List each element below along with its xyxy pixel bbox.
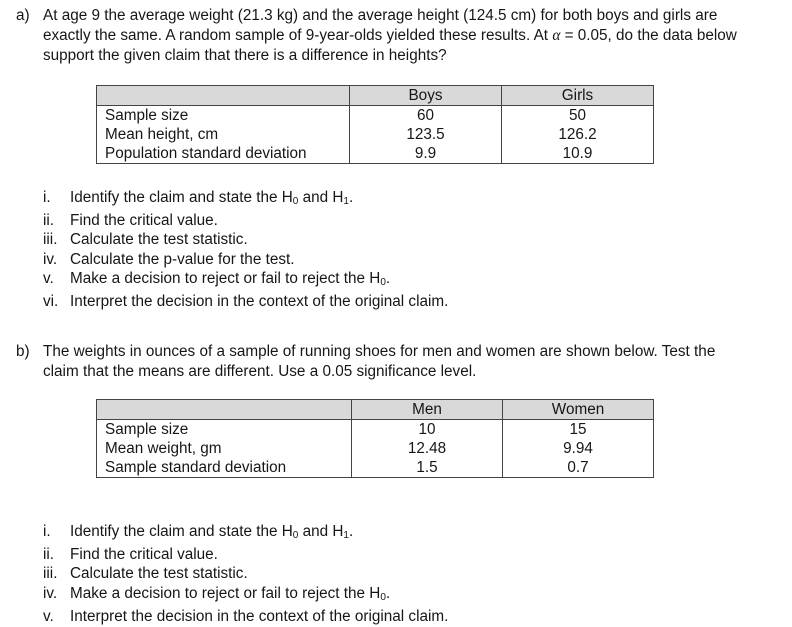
cell-value: 123.5 xyxy=(350,125,502,144)
subscript: 0 xyxy=(380,591,386,603)
row-label: Mean height, cm xyxy=(97,125,350,144)
item-text: . xyxy=(348,189,354,206)
list-item xyxy=(0,250,448,269)
subscript: 0 xyxy=(380,276,386,288)
cell-value: 126.2 xyxy=(502,125,654,144)
item-number: v. xyxy=(43,269,54,287)
item-number: iv. xyxy=(43,250,58,268)
cell-value: 15 xyxy=(503,420,654,440)
item-text: Interpret the decision in the context of the original claim. xyxy=(70,607,449,625)
item-text: Make a decision to reject or fail to reject the H xyxy=(70,269,381,287)
cell-value: 10 xyxy=(352,420,503,440)
list-item xyxy=(0,269,448,292)
item-text: and H xyxy=(298,523,344,540)
row-label: Sample size xyxy=(97,106,350,126)
list-item xyxy=(0,211,448,230)
problem-a-table xyxy=(96,85,654,164)
table-header-row xyxy=(97,86,654,106)
item-text: Find the critical value. xyxy=(70,546,218,564)
row-label: Mean weight, gm xyxy=(97,439,352,458)
table-row xyxy=(97,125,654,144)
list-item xyxy=(0,188,448,211)
alpha-symbol: α xyxy=(552,27,561,44)
problem-b-table xyxy=(96,399,654,478)
item-text: Calculate the test statistic. xyxy=(70,565,248,583)
subscript: 1 xyxy=(343,530,349,541)
item-text: Calculate the test statistic. xyxy=(70,231,248,249)
cell-value: 50 xyxy=(502,106,654,126)
subscript: 0 xyxy=(292,530,299,541)
item-text: Make a decision to reject or fail to reject the H xyxy=(70,584,381,602)
item-number: iii. xyxy=(43,565,58,583)
subscript: 0 xyxy=(292,196,299,207)
item-text: . xyxy=(385,269,391,287)
item-text: Identify the claim and state the H xyxy=(70,523,293,540)
problem-a-statement xyxy=(0,6,792,66)
item-text: and H xyxy=(298,189,344,206)
cell-value: 10.9 xyxy=(502,144,654,164)
table-row xyxy=(97,458,654,478)
problem-a-text-end: = 0.05, do the data below support the given claim that there is a difference in heights? xyxy=(43,27,737,64)
item-number: iii. xyxy=(43,231,58,249)
list-item xyxy=(0,564,448,583)
list-item xyxy=(0,292,448,311)
table-header-men: Men xyxy=(352,400,503,420)
problem-a-tasks xyxy=(0,188,448,311)
list-item xyxy=(0,584,448,607)
row-label: Sample standard deviation xyxy=(97,458,352,478)
item-text: Interpret the decision in the context of the original claim. xyxy=(70,293,449,311)
table-row xyxy=(97,439,654,458)
item-text: Calculate the p-value for the test. xyxy=(70,250,295,268)
table-row xyxy=(97,420,654,440)
item-number: v. xyxy=(43,607,54,625)
problem-b-text: The weights in ounces of a sample of running shoes for men and women are shown below. Test the claim that the means are different. Use a 0.05 significance level. xyxy=(43,343,716,380)
problem-a xyxy=(0,6,792,311)
item-number: i. xyxy=(43,189,51,206)
item-text: Find the critical value. xyxy=(70,212,218,230)
table-row xyxy=(97,106,654,126)
list-item xyxy=(0,230,448,249)
list-item xyxy=(0,545,448,564)
problem-b xyxy=(0,342,792,625)
item-text: Identify the claim and state the H xyxy=(70,189,293,206)
cell-value: 60 xyxy=(350,106,502,126)
problem-b-tasks xyxy=(0,522,448,626)
item-text: . xyxy=(348,523,354,540)
item-number: ii. xyxy=(43,546,55,564)
cell-value: 9.9 xyxy=(350,144,502,164)
item-number: vi. xyxy=(43,293,59,311)
cell-value: 12.48 xyxy=(352,439,503,458)
list-item xyxy=(0,522,448,545)
item-number: ii. xyxy=(43,212,55,230)
problem-b-letter: b) xyxy=(16,343,30,360)
table-header-girls: Girls xyxy=(502,86,654,106)
table-header-row xyxy=(97,400,654,420)
cell-value: 0.7 xyxy=(503,458,654,478)
problem-b-statement xyxy=(0,342,792,382)
table-header-women: Women xyxy=(503,400,654,420)
list-item xyxy=(0,607,448,626)
problem-a-text: At age 9 the average weight (21.3 kg) and the average height (124.5 cm) for both boys and girls are exactly the same. A random sample of 9-year-olds yielded these results. At xyxy=(43,7,718,44)
row-label: Sample size xyxy=(97,420,352,440)
item-text: . xyxy=(385,584,391,602)
cell-value: 1.5 xyxy=(352,458,503,478)
table-header-boys: Boys xyxy=(350,86,502,106)
item-number: iv. xyxy=(43,584,58,602)
row-label: Population standard deviation xyxy=(97,144,350,164)
item-number: i. xyxy=(43,523,51,540)
cell-value: 9.94 xyxy=(503,439,654,458)
table-header-blank xyxy=(97,86,350,106)
table-header-blank xyxy=(97,400,352,420)
subscript: 1 xyxy=(343,196,349,207)
table-row xyxy=(97,144,654,164)
problem-a-letter: a) xyxy=(16,7,30,24)
